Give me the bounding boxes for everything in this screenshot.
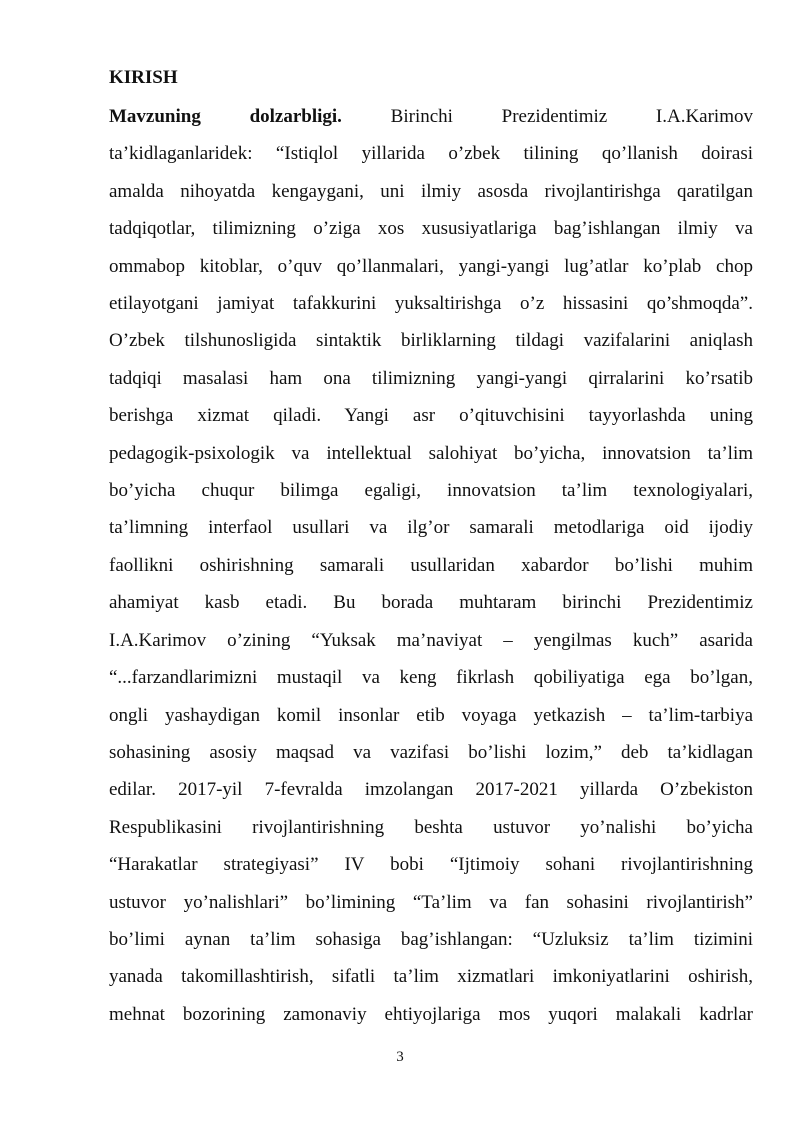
document-body	[109, 66, 753, 1033]
paragraph-relevance	[109, 98, 753, 1033]
text-line: “Harakatlar strategiyasi” IV bobi “Ijtimoiy sohani rivojlantirishning	[109, 854, 753, 876]
text-line: ta’kidlaganlaridek: “Istiqlol yillarida o’zbek tilining qo’llanish doirasi	[109, 143, 753, 165]
section-heading: KIRISH	[109, 67, 178, 88]
text-line: sohasining asosiy maqsad va vazifasi bo’lishi lozim,” deb ta’kidlagan	[109, 741, 753, 763]
text-line: Respublikasini rivojlantirishning beshta ustuvor yo’nalishi bo’yicha	[109, 816, 753, 838]
text-line: tadqiqotlar, tilimizning o’ziga xos xususiyatlariga bag’ishlangan ilmiy va	[109, 218, 753, 240]
text-line: ustuvor yo’nalishlari” bo’limining “Ta’lim va fan sohasini rivojlantirish”	[109, 891, 753, 913]
text-line	[109, 98, 753, 135]
text-line-content: Birinchi Prezidentimiz I.A.Karimov	[390, 106, 753, 127]
text-line: bo’yicha chuqur bilimga egaligi, innovatsion ta’lim texnologiyalari,	[109, 480, 753, 502]
text-line: ahamiyat kasb etadi. Bu borada muhtaram birinchi Prezidentimiz	[109, 592, 753, 614]
text-line: amalda nihoyatda kengaygani, uni ilmiy asosda rivojlantirishga qaratilgan	[109, 180, 753, 202]
text-line: etilayotgani jamiyat tafakkurini yuksaltirishga o’z hissasini qo’shmoqda”.	[109, 293, 753, 315]
text-line: bo’limi aynan ta’lim sohasiga bag’ishlangan: “Uzluksiz ta’lim tizimini	[109, 928, 753, 950]
text-line: pedagogik-psixologik va intellektual salohiyat bo’yicha, innovatsion ta’lim	[109, 442, 753, 464]
text-line: O’zbek tilshunosligida sintaktik birliklarning tildagi vazifalarini aniqlash	[109, 330, 753, 352]
text-line: mehnat bozorining zamonaviy ehtiyojlariga mos yuqori malakali kadrlar	[109, 1003, 753, 1025]
text-line: edilar. 2017-yil 7-fevralda imzolangan 2017-2021 yillarda O’zbekiston	[109, 779, 753, 801]
text-line: yanada takomillashtirish, sifatli ta’lim xizmatlari imkoniyatlarini oshirish,	[109, 966, 753, 988]
page-number: 3	[396, 1049, 404, 1065]
text-line: berishga xizmat qiladi. Yangi asr o’qituvchisini tayyorlashda uning	[109, 405, 753, 427]
text-line: faollikni oshirishning samarali usullaridan xabardor bo’lishi muhim	[109, 554, 753, 576]
text-line: I.A.Karimov o’zining “Yuksak ma’naviyat – yengilmas kuch” asarida	[109, 629, 753, 651]
text-line: ta’limning interfaol usullari va ilg’or samarali metodlariga oid ijodiy	[109, 517, 753, 539]
text-line: tadqiqi masalasi ham ona tilimizning yangi-yangi qirralarini ko’rsatib	[109, 367, 753, 389]
text-line: ommabop kitoblar, o’quv qo’llanmalari, yangi-yangi lug’atlar ko’plab chop	[109, 255, 753, 277]
lead-phrase: Mavzuning dolzarbligi.	[109, 106, 342, 127]
text-line: “...farzandlarimizni mustaqil va keng fikrlash qobiliyatiga ega bo’lgan,	[109, 667, 753, 689]
text-line: ongli yashaydigan komil insonlar etib voyaga yetkazish – ta’lim-tarbiya	[109, 704, 753, 726]
